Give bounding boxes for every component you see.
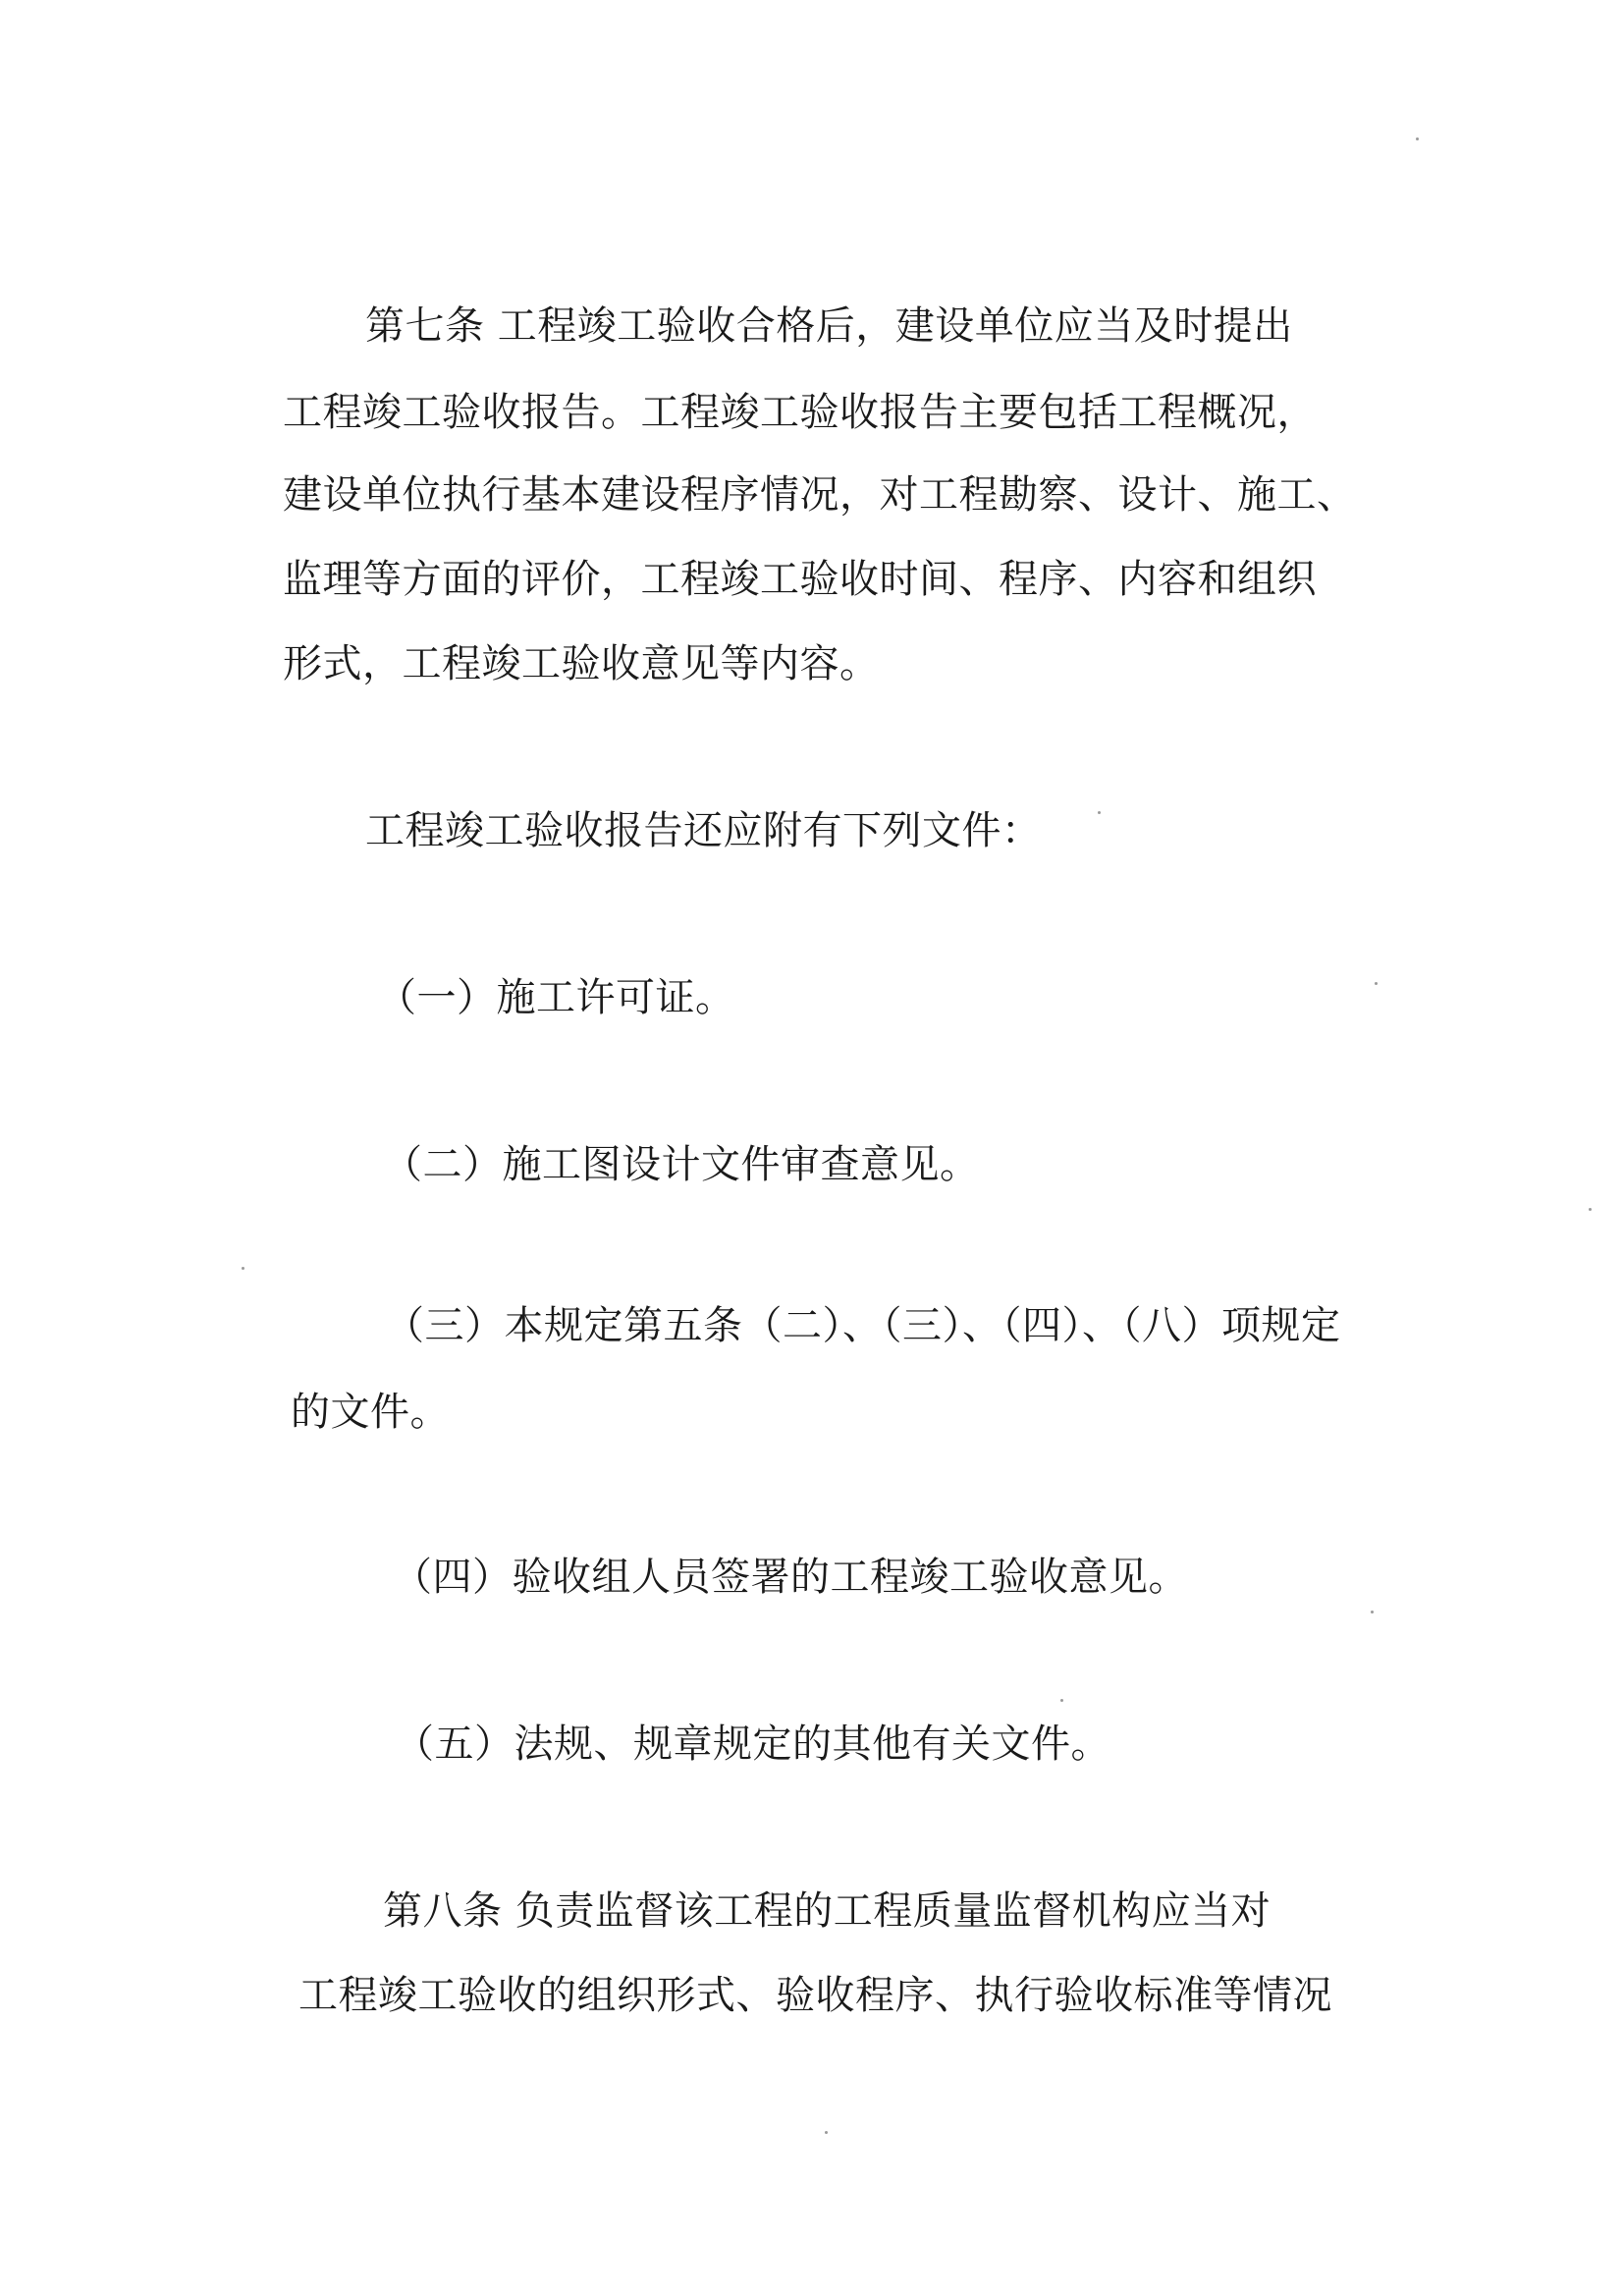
attachment-item-5: （五）法规、规章规定的其他有关文件。	[395, 1722, 1110, 1767]
article7-line-1: 第七条 工程竣工验收合格后，建设单位应当及时提出	[365, 303, 1293, 349]
article7-line-2: 工程竣工验收报告。工程竣工验收报告主要包括工程概况，	[283, 390, 1317, 435]
article7-line-4: 监理等方面的评价，工程竣工验收时间、程序、内容和组织	[283, 557, 1317, 602]
article8-line-1: 第八条 负责监督该工程的工程质量监督机构应当对	[383, 1888, 1271, 1934]
scan-speck	[1375, 982, 1378, 985]
article7-line-3: 建设单位执行基本建设程序情况，对工程勘察、设计、施工、	[283, 472, 1357, 518]
scan-speck	[242, 1267, 244, 1270]
scan-speck	[1098, 811, 1101, 814]
scan-speck	[1060, 1699, 1063, 1702]
attachment-item-1: （一）施工许可证。	[377, 975, 735, 1020]
scan-speck	[825, 2131, 828, 2134]
scan-speck	[1416, 137, 1419, 140]
scan-speck	[1589, 1208, 1592, 1211]
scan-speck	[1371, 1611, 1374, 1613]
attachment-item-4: （四）验收组人员签署的工程竣工验收意见。	[393, 1555, 1188, 1600]
attachment-item-2: （二）施工图设计文件审查意见。	[383, 1142, 980, 1187]
attachment-item-3-continued: 的文件。	[291, 1390, 450, 1435]
article7-line-5: 形式，工程竣工验收意见等内容。	[283, 641, 880, 686]
attachments-intro: 工程竣工验收报告还应附有下列文件：	[365, 808, 1042, 853]
attachment-item-3: （三）本规定第五条（二）、（三）、（四）、（八）项规定	[385, 1303, 1341, 1348]
article8-line-2: 工程竣工验收的组织形式、验收程序、执行验收标准等情况	[298, 1973, 1332, 2018]
